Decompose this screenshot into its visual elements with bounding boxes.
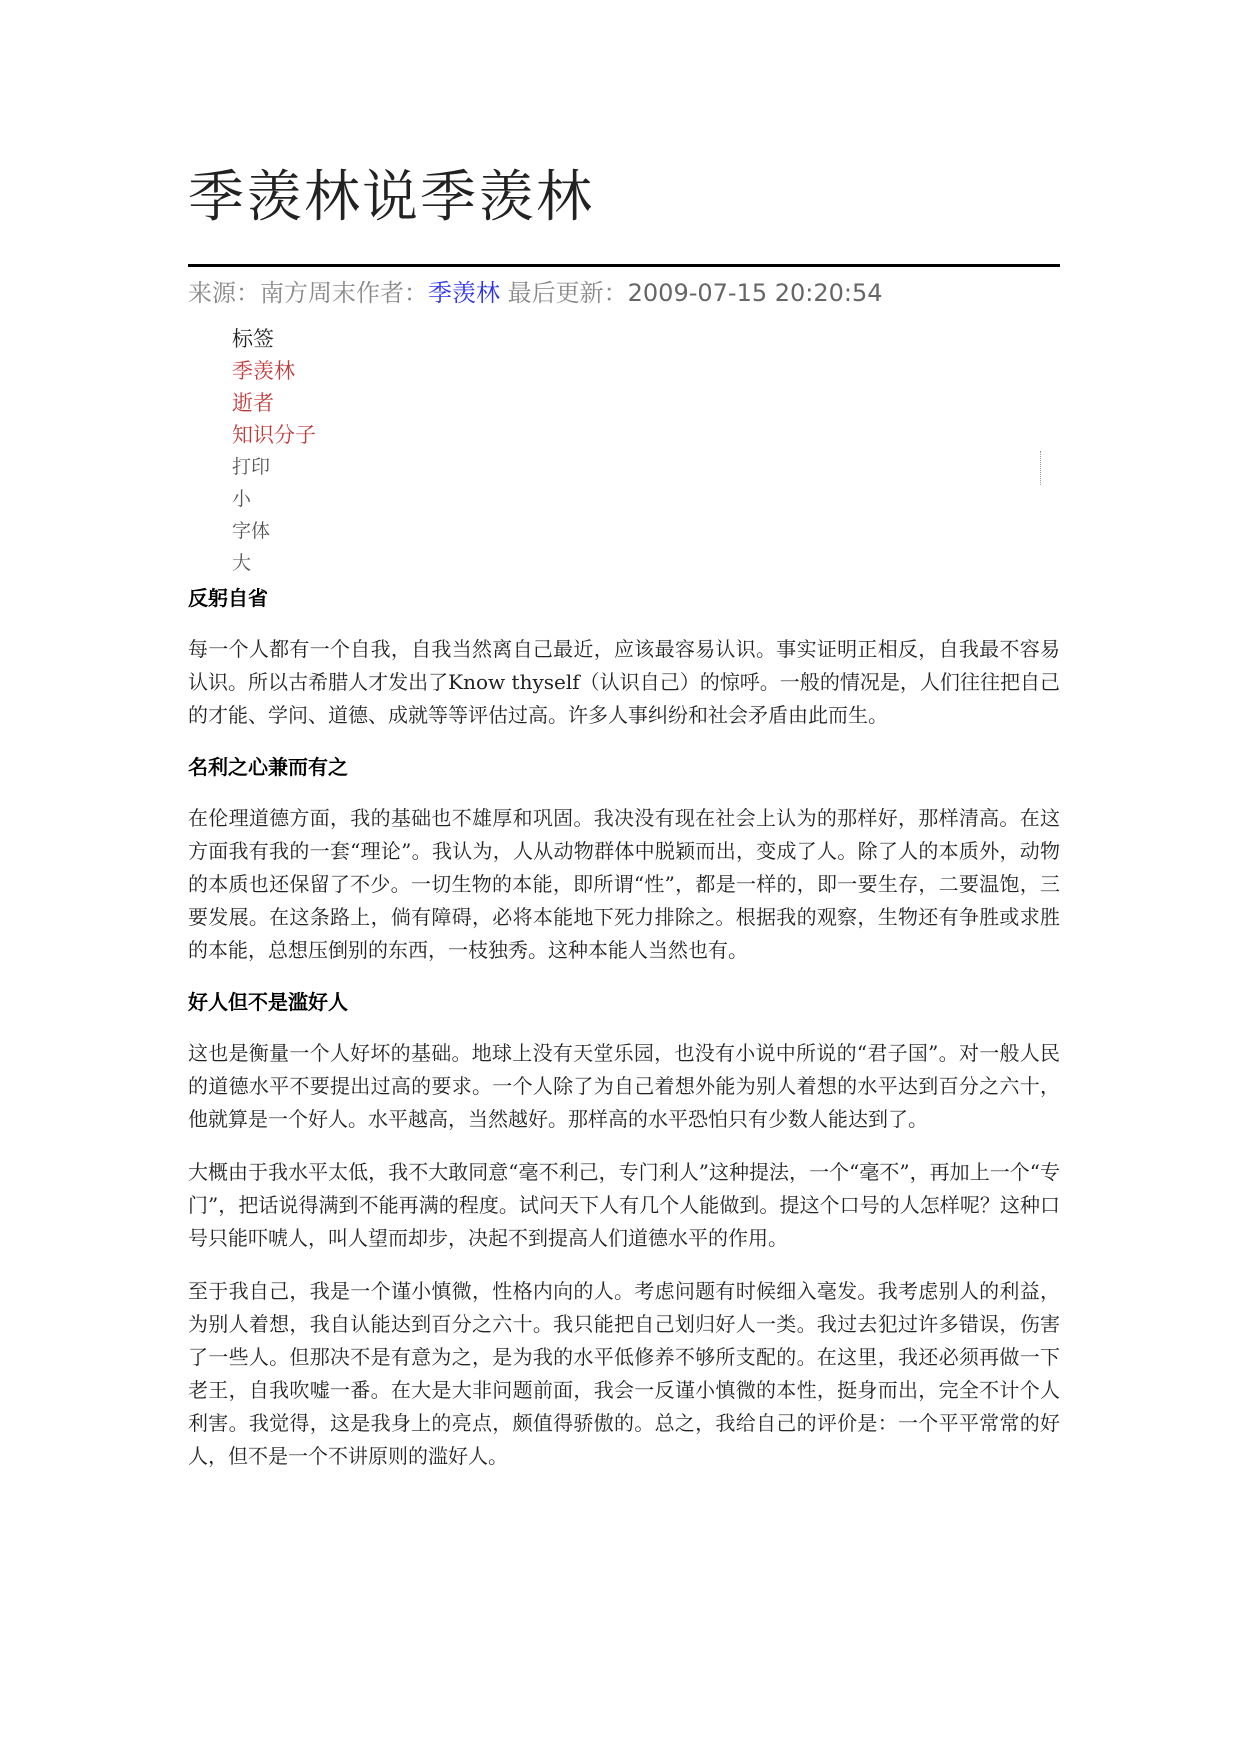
paragraph: 这也是衡量一个人好坏的基础。地球上没有天堂乐园，也没有小说中所说的“君子国”。对一般人民的道德水平不要提出过高的要求。一个人除了为自己着想外能为别人着想的水平达到百分之六十，他就算是一个好人。水平越高，当然越好。那样高的水平恐怕只有少数人能达到了。 xyxy=(188,1041,1060,1131)
updated-date: 2009-07-15 20:20:54 xyxy=(627,279,883,307)
font-size-label: 字体 xyxy=(232,520,271,542)
paragraph: 至于我自己，我是一个谨小慎微，性格内向的人。考虑问题有时候细入毫发。我考虑别人的利益，为别人着想，我自认能达到百分之六十。我只能把自己划归好人一类。我过去犯过许多错误，伤害了一些人。但那决不是有意为之，是为我的水平低修养不够所支配的。在这里，我还必须再做一下老王，自我吹嘘一番。在大是大非问题前面，我会一反谨小慎微的本性，挺身而出，完全不计个人利害。我觉得，这是我身上的亮点，颇值得骄傲的。总之，我给自己的评价是：一个平平常常的好人，但不是一个不讲原则的滥好人。 xyxy=(188,1279,1060,1468)
print-button[interactable]: 打印 xyxy=(232,456,271,478)
section-heading: 名利之心兼而有之 xyxy=(188,755,348,779)
tag-link[interactable]: 季羡林 xyxy=(232,359,295,383)
article-meta xyxy=(188,276,883,310)
title-divider xyxy=(188,264,1060,267)
tag-panel xyxy=(232,323,316,579)
font-small-button[interactable]: 小 xyxy=(232,488,252,510)
paragraph: 每一个人都有一个自我，自我当然离自己最近，应该最容易认识。事实证明正相反，自我最不容易认识。所以古希腊人才发出了Know thyself（认识自己）的惊呼。一般的情况是，人们往往把自己的才能、学问、道德、成就等等评估过高。许多人事纠纷和社会矛盾由此而生。 xyxy=(188,637,1060,727)
author-link[interactable]: 季羡林 xyxy=(428,279,500,307)
tag-link[interactable]: 知识分子 xyxy=(232,423,316,447)
source-label: 来源：南方周末作者： xyxy=(188,279,428,307)
paragraph: 在伦理道德方面，我的基础也不雄厚和巩固。我决没有现在社会上认为的那样好，那样清高。在这方面我有我的一套“理论”。我认为，人从动物群体中脱颖而出，变成了人。除了人的本质外，动物的本质也还保留了不少。一切生物的本能，即所谓“性”，都是一样的，即一要生存，二要温饱，三要发展。在这条路上，倘有障碍，必将本能地下死力排除之。根据我的观察，生物还有争胜或求胜的本能，总想压倒别的东西，一枝独秀。这种本能人当然也有。 xyxy=(188,806,1060,962)
paragraph: 大概由于我水平太低，我不大敢同意“毫不利己，专门利人”这种提法，一个“毫不”，再加上一个“专门”，把话说得满到不能再满的程度。试问天下人有几个人能做到。提这个口号的人怎样呢？这种口号只能吓唬人，叫人望而却步，决起不到提高人们道德水平的作用。 xyxy=(188,1160,1060,1250)
article-body xyxy=(188,583,1060,1493)
article-title: 季羡林说季羡林 xyxy=(188,165,594,230)
dotted-divider xyxy=(1040,451,1041,485)
section-heading: 好人但不是滥好人 xyxy=(188,990,348,1014)
font-large-button[interactable]: 大 xyxy=(232,552,252,574)
section-heading: 反躬自省 xyxy=(188,586,268,610)
tag-link[interactable]: 逝者 xyxy=(232,391,274,415)
tags-heading: 标签 xyxy=(232,327,274,351)
updated-label: 最后更新： xyxy=(500,279,628,307)
